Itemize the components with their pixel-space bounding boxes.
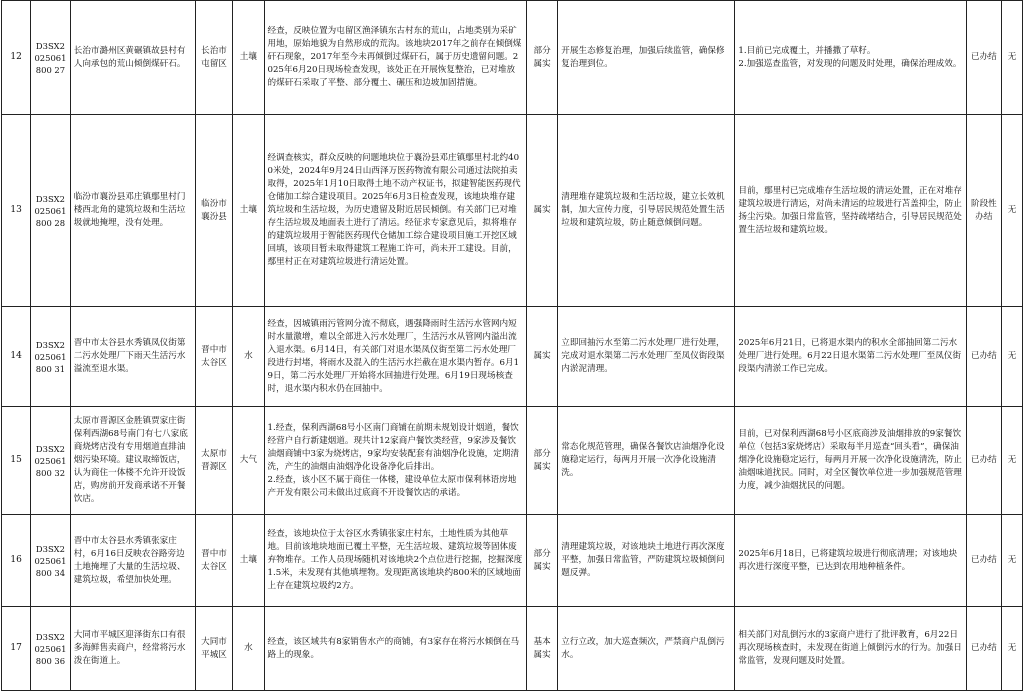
verdict: 部分属实 <box>527 407 558 515</box>
petition-content: 太原市晋源区金胜镇贾家庄街保利西湖68号南门有七八家底商烧烤店没有专用烟道直排油烟污染环境。建议取缔饭店，认为商住一体楼不允许开设饭店，购房前开发商承诺不开餐饮店。 <box>70 407 195 515</box>
row-number: 15 <box>2 407 31 515</box>
case-code: D3SX2025061800 36 <box>31 607 71 691</box>
verification-details: 经查，该地块位于太谷区水秀镇张家庄村东，土地性质为其他草地。目前该地块地面已覆土平整，无生活垃圾、建筑垃圾等固体废弃物堆存。工作人员现场随机对该地块2个点位进行挖掘，挖掘深度1.5米，未发现有其他填埋物。发现距离该地块约800米的区域地面上存在建筑垃圾约2方。 <box>264 515 527 607</box>
rectification-result: 2025年6月18日，已将建筑垃圾进行彻底清理；对该地块再次进行深度平整，已达到农用地种植条件。 <box>735 515 966 607</box>
pollution-type: 土壤 <box>233 515 264 607</box>
case-code: D3SX2025061800 32 <box>31 407 71 515</box>
district: 大同市平城区 <box>195 607 233 691</box>
petition-content: 临汾市襄汾县邓庄镇鄢里村门楼西北角的建筑垃圾和生活垃圾就地掩埋，没有处理。 <box>70 115 195 307</box>
case-code: D3SX2025061800 31 <box>31 307 71 407</box>
verification-details: 经查，该区域共有8家销售水产的商铺，有3家存在将污水倾倒在马路上的现象。 <box>264 607 527 691</box>
rectification-result: 2025年6月21日，已将退水渠内的积水全部抽回第二污水处理厂进行处理。6月22日退水渠第二污水处理厂至凤仪街段渠内清淤工作已完成。 <box>735 307 966 407</box>
case-code: D3SX2025061800 34 <box>31 515 71 607</box>
rectification-measures: 立即回抽污水至第二污水处理厂进行处理，完成对退水渠第二污水处理厂至凤仪街段渠内淤泥清理。 <box>558 307 735 407</box>
table-row <box>2 115 1023 307</box>
row-number: 16 <box>2 515 31 607</box>
petition-content: 大同市平城区迎泽街东口有很多海鲜售卖商户，经常将污水泼在街道上。 <box>70 607 195 691</box>
row-number: 12 <box>2 1 31 115</box>
verdict: 部分属实 <box>527 515 558 607</box>
verification-details: 经查，反映位置为屯留区渔泽镇东古村东的荒山，占地类别为采矿用地，原始地貌为自然形成的荒沟。该地块2017年之前存在倾倒煤矸石现象，2017年至今未再倾倒过煤矸石，属于历史遗留问题。2025年6月20日现场检查发现，该处正在开展恢复整治，已对堆放的煤矸石采取了平整、部分覆土、碾压和边坡加固措施。 <box>264 1 527 115</box>
case-code: D3SX2025061800 28 <box>31 115 71 307</box>
accountability: 无 <box>1002 607 1023 691</box>
pollution-type: 土壤 <box>233 1 264 115</box>
district: 晋中市太谷区 <box>195 515 233 607</box>
row-number: 17 <box>2 607 31 691</box>
handling-status: 已办结 <box>966 407 1001 515</box>
accountability: 无 <box>1002 1 1023 115</box>
verification-details: 经调查核实，群众反映的问题地块位于襄汾县邓庄镇鄢里村北约400米处，2024年9月24日山西泽万医药物流有限公司通过法院拍卖取得，2025年1月10日取得土地不动产权证书，拟建智能医药现代仓储加工综合建设项目。2025年6月3日检查发现，该地块堆存建筑垃圾和生活垃圾，为历史遗留及附近居民倾倒。有关部门已对堆存生活垃圾及地面表土进行了清运。经征求专家意见后，拟将堆存的建筑垃圾用于智能医药现代仓储加工综合建设项目施工开挖区域回填，该项目暂未取得建筑工程施工许可，尚未开工建设。目前，鄢里村正在对建筑垃圾进行清运处置。 <box>264 115 527 307</box>
accountability: 无 <box>1002 515 1023 607</box>
verdict: 属实 <box>527 307 558 407</box>
pollution-type: 水 <box>233 307 264 407</box>
rectification-measures: 清理建筑垃圾，对该地块土地进行再次深度平整，加强日常监管，严防建筑垃圾倾倒问题反弹。 <box>558 515 735 607</box>
verdict: 属实 <box>527 115 558 307</box>
accountability: 无 <box>1002 115 1023 307</box>
table-row <box>2 307 1023 407</box>
handling-status: 已办结 <box>966 1 1001 115</box>
verification-details: 经查，因城镇雨污管网分流不彻底，遇强降雨时生活污水管网内短时水量激增，难以全部进入污水处理厂，生活污水从管网内溢出流入退水渠。6月14日，有关部门对退水渠凤仪街至第二污水处理厂段进行封堵，将雨水及混入的生活污水拦截在退水渠内暂存。6月19日，第二污水处理厂开始将水回抽进行处理。6月19日现场核查时，退水渠内积水仍在回抽中。 <box>264 307 527 407</box>
petition-content: 晋中市太谷县水秀镇张家庄村，6月16日反映农谷路旁边土地掩埋了大量的生活垃圾、建筑垃圾，希望加快处理。 <box>70 515 195 607</box>
verdict: 基本属实 <box>527 607 558 691</box>
handling-status: 已办结 <box>966 607 1001 691</box>
petition-content: 长治市潞州区黄碾镇故县村有人向承包的荒山倾倒煤矸石。 <box>70 1 195 115</box>
rectification-result: 目前，鄢里村已完成堆存生活垃圾的清运处置，正在对堆存建筑垃圾进行清运，对尚未清运的垃圾进行苫盖抑尘，防止扬尘污染。加强日常监管，坚持疏堵结合，引导居民规范处置生活垃圾和建筑垃圾。 <box>735 115 966 307</box>
rectification-result: 目前，已对保利西湖68号小区底商涉及油烟排放的9家餐饮单位（包括3家烧烤店）采取每半月巡查“回头看”，确保油烟净化设施稳定运行，每两月开展一次净化设施清洗，防止油烟味道扰民。同时，对全区餐饮单位进一步加强规范管理力度，减少油烟扰民的问题。 <box>735 407 966 515</box>
table-row <box>2 1 1023 115</box>
complaint-table <box>1 0 1023 691</box>
district: 晋中市太谷区 <box>195 307 233 407</box>
rectification-measures: 立行立改，加大巡查频次，严禁商户乱倒污水。 <box>558 607 735 691</box>
district: 长治市屯留区 <box>195 1 233 115</box>
accountability: 无 <box>1002 307 1023 407</box>
rectification-measures: 清理堆存建筑垃圾和生活垃圾，建立长效机制，加大宣传力度，引导居民规范处置生活垃圾和建筑垃圾，防止随意倾倒问题。 <box>558 115 735 307</box>
rectification-result: 相关部门对乱倒污水的3家商户进行了批评教育，6月22日再次现场核查时，未发现在街道上倾倒污水的行为。加强日常监管，发现问题及时处置。 <box>735 607 966 691</box>
verification-details: 1.经查，保利西湖68号小区南门商铺在前期未规划设计烟道，餐饮经营户自行新建烟道。现共计12家商户餐饮类经营，9家涉及餐饮油烟商铺中3家为烧烤店，9家均安装配套有油烟净化设施，定期清洗，产生的油烟由油烟净化设备净化后排出。 2.经查，该小区不属于商住一体楼，建设单位太原市保利林语房地产开发有限公司未做出过底商不开设餐饮店的承诺。 <box>264 407 527 515</box>
petition-content: 晋中市太谷县水秀镇凤仪街第二污水处理厂下雨天生活污水溢流至退水渠。 <box>70 307 195 407</box>
pollution-type: 大气 <box>233 407 264 515</box>
verdict: 部分属实 <box>527 1 558 115</box>
table-row <box>2 515 1023 607</box>
row-number: 13 <box>2 115 31 307</box>
table-row <box>2 607 1023 691</box>
row-number: 14 <box>2 307 31 407</box>
case-code: D3SX2025061800 27 <box>31 1 71 115</box>
handling-status: 阶段性办结 <box>966 115 1001 307</box>
rectification-measures: 常态化规范管理，确保各餐饮店油烟净化设施稳定运行，每两月开展一次净化设施清洗。 <box>558 407 735 515</box>
district: 临汾市襄汾县 <box>195 115 233 307</box>
pollution-type: 土壤 <box>233 115 264 307</box>
handling-status: 已办结 <box>966 307 1001 407</box>
table-row <box>2 407 1023 515</box>
district: 太原市晋源区 <box>195 407 233 515</box>
rectification-result: 1.目前已完成覆土，并播撒了草籽。 2.加强巡查监管，对发现的问题及时处理，确保治理成效。 <box>735 1 966 115</box>
handling-status: 已办结 <box>966 515 1001 607</box>
pollution-type: 水 <box>233 607 264 691</box>
rectification-measures: 开展生态修复治理，加强后续监管，确保修复治理到位。 <box>558 1 735 115</box>
accountability: 无 <box>1002 407 1023 515</box>
